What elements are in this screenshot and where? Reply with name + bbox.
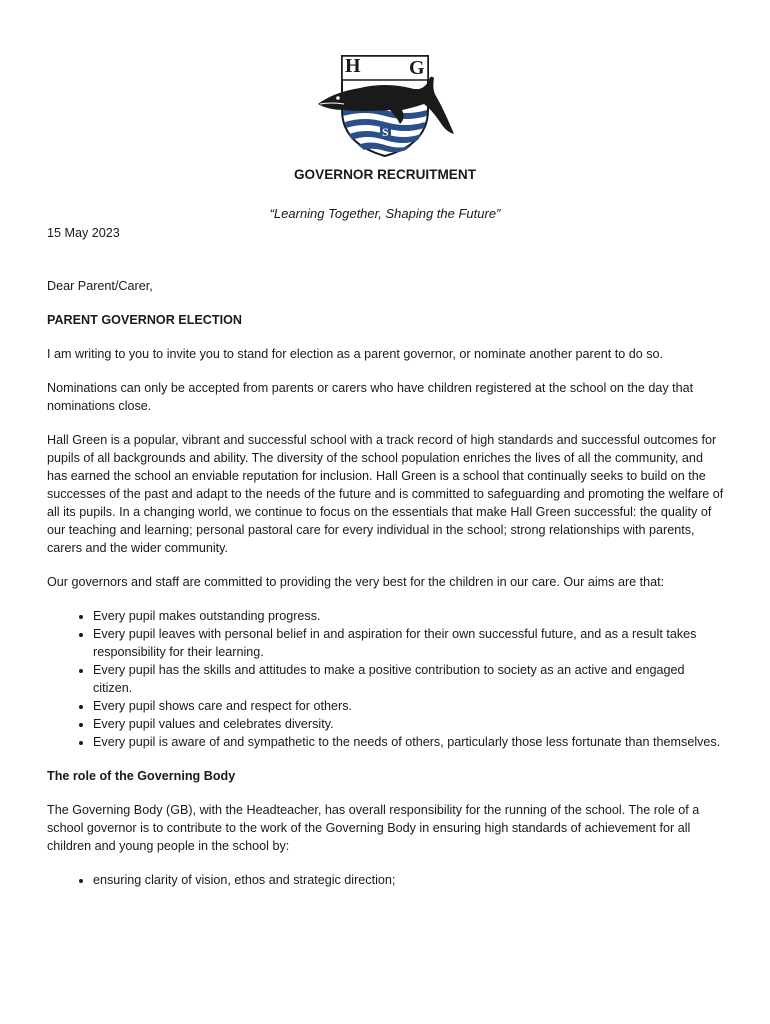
list-item: • Every pupil leaves with personal belief in and aspiration for their own successful future, and as a result takes responsibility for their learning. — [93, 625, 725, 661]
paragraph-invitation: I am writing to you to invite you to stand for election as a parent governor, or nominate another parent to do so. — [47, 347, 664, 361]
list-item: • Every pupil values and celebrates diversity. — [93, 715, 725, 733]
list-item: • ensuring clarity of vision, ethos and strategic direction; — [93, 871, 725, 889]
school-crest-logo — [314, 52, 456, 158]
paragraph-nominations: Nominations can only be accepted from parents or carers who have children registered at the school on the day that nominations close. — [47, 381, 694, 413]
section-heading-election: PARENT GOVERNOR ELECTION — [47, 313, 242, 327]
salutation: Dear Parent/Carer, — [47, 279, 153, 293]
crest-letter-h: H — [345, 55, 361, 77]
paragraph-school-description: Hall Green is a popular, vibrant and successful school with a track record of high standards and successful outcomes for pupils of all backgrounds and ability. The diversity of the school population enriches the lives of all the community, and has earned the school an enviable reputation for inclusion. Hall Green is a school that continually seeks to build on the successes of the past and adapt to the needs of the future and is committed to safeguarding and promoting the welfare of all its pupils. In a changing world, we continue to focus on the essentials that make Hall Green successful: the quality of our teaching and learning; personal pastoral care for every individual in the school; strong relationships with parents, carers and the wider community. — [47, 433, 724, 555]
list-item: • Every pupil makes outstanding progress. — [93, 607, 725, 625]
aims-list — [47, 607, 725, 751]
list-item: • Every pupil has the skills and attitudes to make a positive contribution to society as an active and engaged citizen. — [93, 661, 725, 697]
letter-body — [47, 277, 725, 905]
paragraph-governing-body-role: The Governing Body (GB), with the Headteacher, has overall responsibility for the running of the school. The role of a school governor is to contribute to the work of the Governing Body in ensuring high standards of achievement for all children and young people in the school by: — [47, 803, 700, 853]
document-title: GOVERNOR RECRUITMENT — [293, 167, 476, 182]
list-item: • Every pupil shows care and respect for others. — [93, 697, 725, 715]
crest-letter-s: S — [382, 125, 389, 139]
crest-letter-g: G — [409, 57, 425, 79]
section-heading-governing-body: The role of the Governing Body — [47, 769, 236, 783]
letter-date: 15 May 2023 — [47, 226, 120, 240]
list-item: • Every pupil is aware of and sympathetic to the needs of others, particularly those less fortunate than themselves. — [93, 733, 725, 751]
school-motto: “Learning Together, Shaping the Future” — [269, 206, 501, 221]
paragraph-aims-intro: Our governors and staff are committed to providing the very best for the children in our care. Our aims are that: — [47, 575, 665, 589]
roles-list — [47, 871, 725, 889]
